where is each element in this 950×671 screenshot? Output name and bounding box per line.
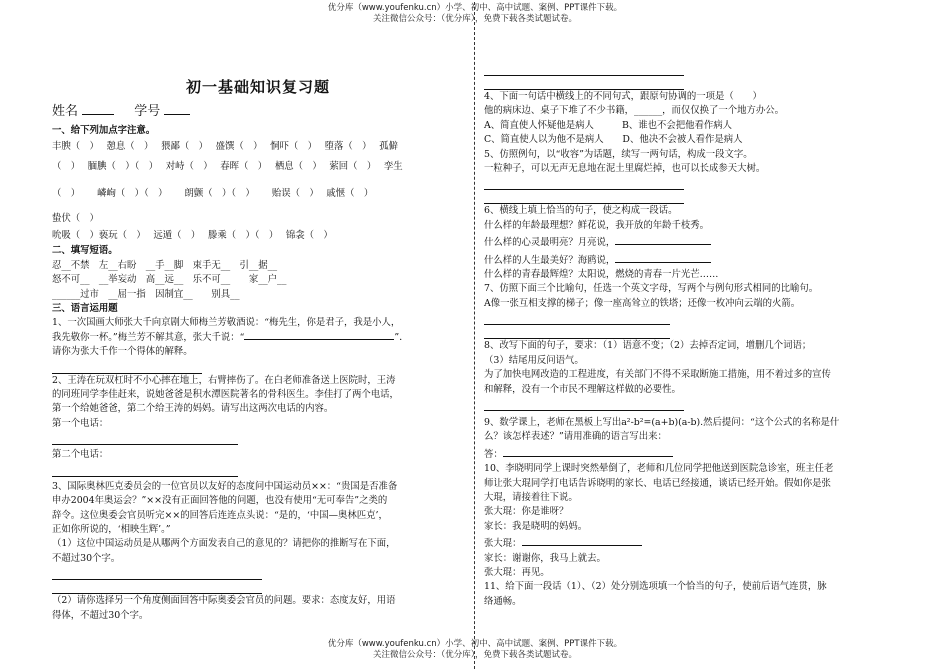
q3-line-f: 不超过30个字。: [52, 552, 121, 564]
q1-line-d: 请你为张大千作一个得体的解释。: [52, 346, 193, 358]
q6-blank-2[interactable]: [615, 251, 711, 263]
q3-answer2-line-1[interactable]: [484, 62, 684, 76]
q5-line-a: 5、仿照例句，以“收容”为话题，续写一两句话，构成一段文字。: [484, 148, 753, 160]
q6-text-d: 什么样的人生最美好？海鸥说，: [484, 254, 616, 266]
q6-line-d: [484, 251, 904, 268]
q1-text-b: 我先敬你一杯。”梅兰芳不解其意，张大千说：“: [52, 331, 245, 343]
q1-line-a: 1、一次国画大师张大千向京剧大师梅兰芳敬酒说：“梅先生，你是君子，我是小人，: [52, 317, 401, 329]
q1-line-b: [52, 331, 462, 345]
q10-line-g: 家长：谢谢你，我马上就去。: [484, 552, 606, 564]
q11-line-a: 11、给下面一段话（1）、（2）处分别选项填一个恰当的句子，使前后语气连贯，脉: [484, 581, 827, 593]
q10-line-a: 10、李晓明同学上课时突然晕倒了，老师和几位同学把他送到医院急诊室，班主任老: [484, 463, 834, 475]
q3-line-h: 得体，不超过30个字。: [52, 609, 149, 621]
q5-answer-line-1[interactable]: [484, 176, 684, 190]
column-divider: [474, 2, 475, 669]
q8-line-c: 为了加快电网改造的工程进度，有关部门不得不采取断施工措施，用不着过多的宣传: [484, 369, 831, 381]
q4-line-b: 他的病床边、桌子下堆了不少书籍，______，而仅仅换了一个地方办公。: [484, 105, 785, 117]
q3-line-b: 申办2004年奥运会？”××没有正面回答他的问题，也没有使用“无可奉告”之类的: [52, 495, 388, 507]
q6-line-e: 什么样的青春最辉煌？太阳说，燃烧的青春一片光芒……: [484, 269, 719, 281]
header-line-1: 优分库（www.youfenku.cn）小学、初中、高中试题、案例、PPT课件下载。: [327, 3, 623, 13]
q10-line-b: 师让张大琨同学打电话告诉晓明的家长、电话已经接通，谈话已经开始。假如你是张: [484, 477, 831, 489]
q5-line-b: 一粒种子，可以无声无息地在泥土里腐烂掉，也可以长成参天大树。: [484, 163, 766, 175]
s1-row-4: 蛰伏（ ）: [52, 213, 99, 225]
q2-line-b: 的同班同学李佳赶来，说她爸爸是积水潭医院著名的骨科医生。李佳打了两个电话，: [52, 389, 399, 401]
q10-line-e: 家长：我是晓明的妈妈。: [484, 520, 588, 532]
q8-answer-line[interactable]: [484, 397, 684, 411]
q7-line-a: 7、仿照下面三个比喻句，任选一个英文字母，写两个与例句形式相同的比喻句。: [484, 283, 819, 295]
q9-answer-label: 答：: [484, 448, 503, 460]
q10-line-c: 大琨，请接着往下说。: [484, 491, 578, 503]
q5-answer-line-2[interactable]: [484, 190, 684, 204]
q4-option-ab: A、简直使人怀疑他是病人 B、谁也不会把他看作病人: [484, 119, 733, 131]
id-label: 学号: [134, 104, 161, 119]
q8-line-a: 8、改写下面的句子，要求：（1）语意不变；（2）去掉否定词，增删几个词语；: [484, 340, 812, 352]
left-column: [52, 124, 462, 623]
q8-line-b: （3）结尾用反问语气。: [484, 354, 584, 366]
q6-line-a: 6、横线上填上恰当的句子，使之构成一段话。: [484, 205, 678, 217]
page-title: 初一基础知识复习题: [186, 78, 331, 96]
footer-line-1: 优分库（www.youfenku.cn）小学、初中、高中试题、案例、PPT课件下载。: [327, 639, 623, 649]
q2-line-e: 第二个电话：: [52, 449, 109, 461]
section-1-heading: 一、给下列加点字注意。: [52, 125, 156, 136]
q2-call1-line[interactable]: [52, 431, 238, 445]
q10-answer-blank[interactable]: [522, 534, 642, 546]
q9-line-a: 9、数学课上，老师在黑板上写出a²-b²=(a+b)(a-b).然后提问：“这个公式的名称是什: [484, 416, 840, 428]
q9-answer-blank[interactable]: [503, 445, 673, 457]
q3-line-c: 辞令。这位奥委会官员听完××的回答后连连点头说：“是的，‘中国—奥林匹克’，: [52, 509, 388, 521]
q4-line-a: 4、下面一句话中横线上的不同句式，跟原句协调的一项是（ ）: [484, 91, 762, 102]
q3-line-d: 正如你所说的，‘相映生辉’。”: [52, 523, 171, 535]
q9-line-b: 么？该怎样表述？”请用准确的语言写出来：: [484, 431, 667, 443]
name-blank[interactable]: [82, 114, 114, 115]
q3-answer2-line-2[interactable]: [484, 76, 684, 90]
q10-text-f: 张大琨：: [484, 538, 522, 550]
q7-answer-line-2[interactable]: [484, 325, 670, 339]
page-footer: [0, 639, 950, 661]
footer-line-2: 关注微信公众号：（优分库），免费下载各类试题试卷。: [372, 650, 577, 660]
q6-text-c: 什么样的心灵最明亮？月亮说，: [484, 237, 616, 249]
s1-row-3: （ ） 嶙峋（ ）（ ） 朗颤（ ）（ ） 贻误（ ） 戚惬（ ）: [52, 188, 374, 200]
q7-answer-line-1[interactable]: [484, 311, 670, 325]
q1-answer-blank[interactable]: [244, 339, 394, 340]
q1-answer-line[interactable]: [52, 360, 202, 374]
s2-row-3: ______过市 __屈一指 因制宜__ 别具__: [52, 288, 240, 300]
q1-text-c: ”．: [394, 331, 409, 343]
s1-row-1: 丰腴（ ） 憩息（ ） 猥鄙（ ） 盛馔（ ） 恫吓（ ） 堕落（ ） 孤僻: [52, 141, 398, 153]
q4-option-cd: C、简直使人以为他不是病人 D、他决不会被人看作是病人: [484, 134, 743, 146]
q6-blank-1[interactable]: [615, 233, 711, 245]
q2-line-d: 第一个电话：: [52, 417, 109, 429]
page-header: [0, 3, 950, 25]
q9-line-c: [484, 445, 904, 462]
name-id-row: [52, 100, 190, 119]
q10-line-d: 张大琨：你是谁呀？: [484, 506, 569, 518]
header-line-2: 关注微信公众号：（优分库），免费下载各类试题试卷。: [372, 14, 577, 24]
q8-line-d: 和解释，没有一个市民不理解这样做的必要性。: [484, 383, 681, 395]
q3-line-a: 3、国际奥林匹克委员会的一位官员以友好的态度问中国运动员××：“贵国是否准备: [52, 480, 398, 492]
q3-answer1-line-1[interactable]: [52, 566, 262, 580]
section-3-heading: 三、语言运用题: [52, 303, 118, 315]
id-blank[interactable]: [164, 114, 190, 115]
q6-line-b: 什么样的年龄最理想？鲜花说，我开放的年龄千枝秀。: [484, 219, 710, 231]
q10-line-h: 张大琨：再见。: [484, 566, 550, 578]
q2-line-a: 2、王涛在玩双杠时不小心摔在地上，右臂摔伤了。在白老师准备送上医院时，王涛: [52, 374, 396, 386]
q11-line-b: 络通畅。: [484, 595, 522, 607]
q2-call2-line[interactable]: [52, 463, 238, 477]
q3-line-e: （1）这位中国运动员是从哪两个方面发表自己的意见的？请把你的推断写在下面，: [52, 538, 396, 550]
s1-row-2: （ ） 腼腆（ ）（ ） 对峙（ ） 春晖（ ） 栖息（ ） 萦回（ ） 孪生: [52, 161, 403, 173]
s1-row-5: 吮吸（ ）亵玩（ ） 远遁（ ） 滕乘（ ）（ ） 锦衾（ ）: [52, 230, 333, 242]
right-column: [484, 62, 904, 609]
q6-line-c: [484, 233, 904, 250]
name-label: 姓名: [52, 104, 79, 119]
q7-line-b: A像一张互相支撑的梯子；像一座高耸立的铁塔；还像一枚冲向云端的火箭。: [484, 297, 801, 309]
q3-line-g: （2）请你选择另一个角度侧面回答中际奥委会官员的问题。要求：态度友好，用语: [52, 595, 396, 607]
section-2-heading: 二、填写短语。: [52, 245, 118, 257]
q2-line-c: 第一个给她爸爸，第二个给王涛的妈妈。请写出这两次电话的内容。: [52, 403, 334, 415]
s2-row-2: 怒不可__ __举妄动 高__远__ 乐不可__ 家__户__: [52, 274, 287, 286]
s2-row-1: 忍__不禁 左__右盼 __手__脚 束手无__ 引__据__: [52, 259, 278, 271]
q10-line-f: [484, 534, 904, 551]
q3-answer1-line-2[interactable]: [52, 580, 262, 594]
